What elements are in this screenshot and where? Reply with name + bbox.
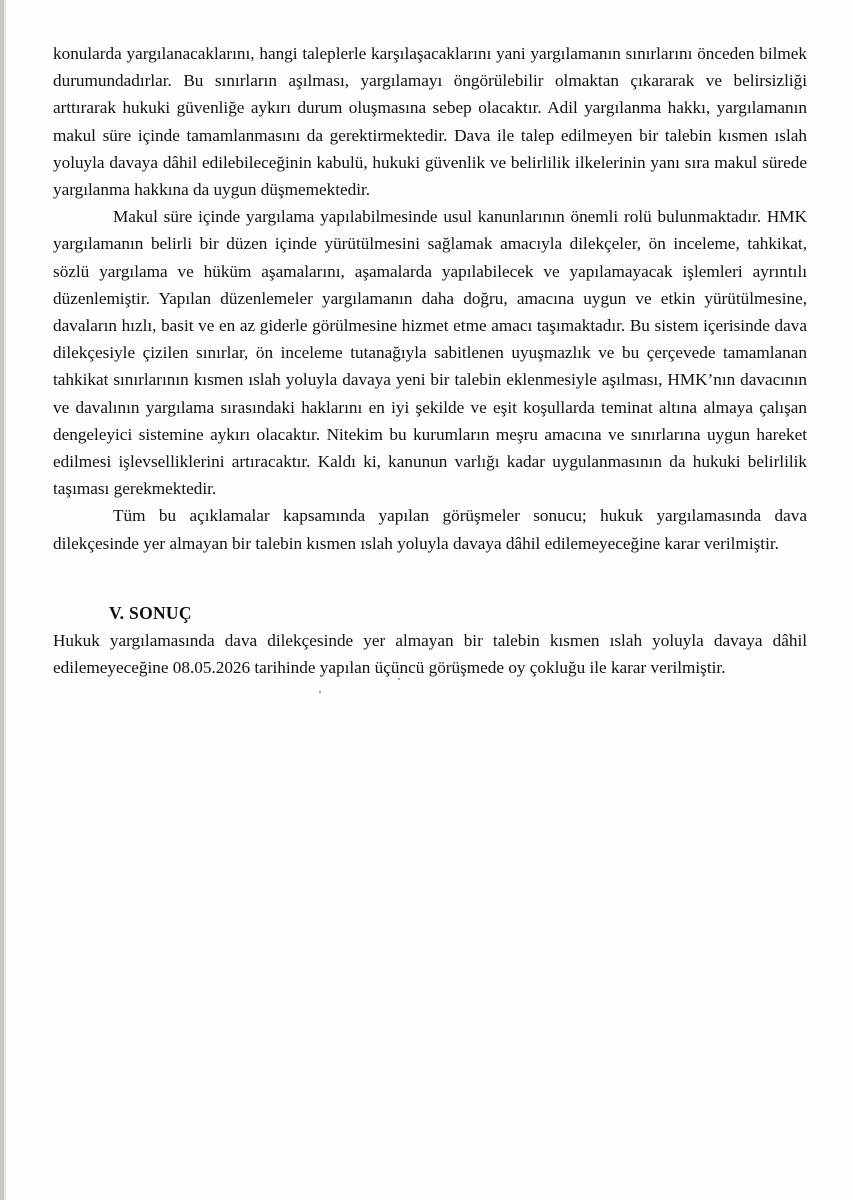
paragraph-2: Makul süre içinde yargılama yapılabilmesinde usul kanunlarının önemli rolü bulunmaktadır. HMK yargılamanın belirli bir düzen içinde yürütülmesini sağlamak amacıyla dilekçeler, ön inceleme, tahkikat, sözlü yargılama ve hüküm aşamalarını, aşamalarda yapılabilecek ve yapılamayacak işlemleri ayrıntılı düzenlemiştir. Yapılan düzenlemeler yargılamanın daha doğru, amacına uygun ve etkin yürütülmesine, davaların hızlı, basit ve en az giderle görülmesine hizmet etme amacı taşımaktadır. Bu sistem içerisinde dava dilekçesiyle çizilen sınırlar, ön inceleme tutanağıyla sabitlenen uyuşmazlık ve bu çerçevede tamamlanan tahkikat sınırlarının kısmen ıslah yoluyla davaya yeni bir talebin eklenmesiyle aşılması, HMK’nın davacının ve davalının yargılama sırasındaki haklarını en iyi şekilde ve eşit koşullarda teminat altına almaya çalışan dengeleyici sistemine aykırı olacaktır. Nitekim bu kurumların meşru amacına ve sınırlarına uygun hareket edilmesi işlevselliklerini artıracaktır. Kaldı ki, kanunun varlığı kadar uygulanmasının da hukuki belirlilik taşıması gerekmektedir. (53, 207, 807, 499)
paragraph-3: Tüm bu açıklamalar kapsamında yapılan görüşmeler sonucu; hukuk yargılamasında dava dilekçesinde yer almayan bir talebin kısmen ıslah yoluyla davaya dâhil edilemeyeceğine karar verilmiştir. (53, 506, 807, 553)
page-left-edge-shade (4, 0, 6, 1200)
paragraph-1: konularda yargılanacaklarını, hangi taleplerle karşılaşacaklarını yani yargılamanın sınırlarını önceden bilmek durumundadırlar. Bu sınırların aşılması, yargılamayı öngörülebilir olmaktan çıkararak ve belirsizliği arttırarak hukuki güvenliğe aykırı durum oluşmasına sebep olacaktır. Adil yargılanma hakkı, yargılamanın makul süre içinde tamamlanmasını da gerektirmektedir. Dava ile talep edilmeyen bir talebin kısmen ıslah yoluyla davaya dâhil edilebileceğinin kabulü, hukuki güvenlik ve belirlilik ilkelerinin yanı sıra makul sürede yargılanma hakkına da uygun düşmemektedir. (53, 44, 807, 200)
document-body (53, 40, 807, 681)
conclusion-paragraph: Hukuk yargılamasında dava dilekçesinde yer almayan bir talebin kısmen ıslah yoluyla davaya dâhil edilemeyeceğine 08.05.2026 tarihinde yapılan üçüncü görüşmede oy çokluğu ile karar verilmiştir. (53, 630, 807, 678)
section-heading: V. SONUÇ (109, 602, 192, 623)
scan-speck (319, 691, 321, 693)
